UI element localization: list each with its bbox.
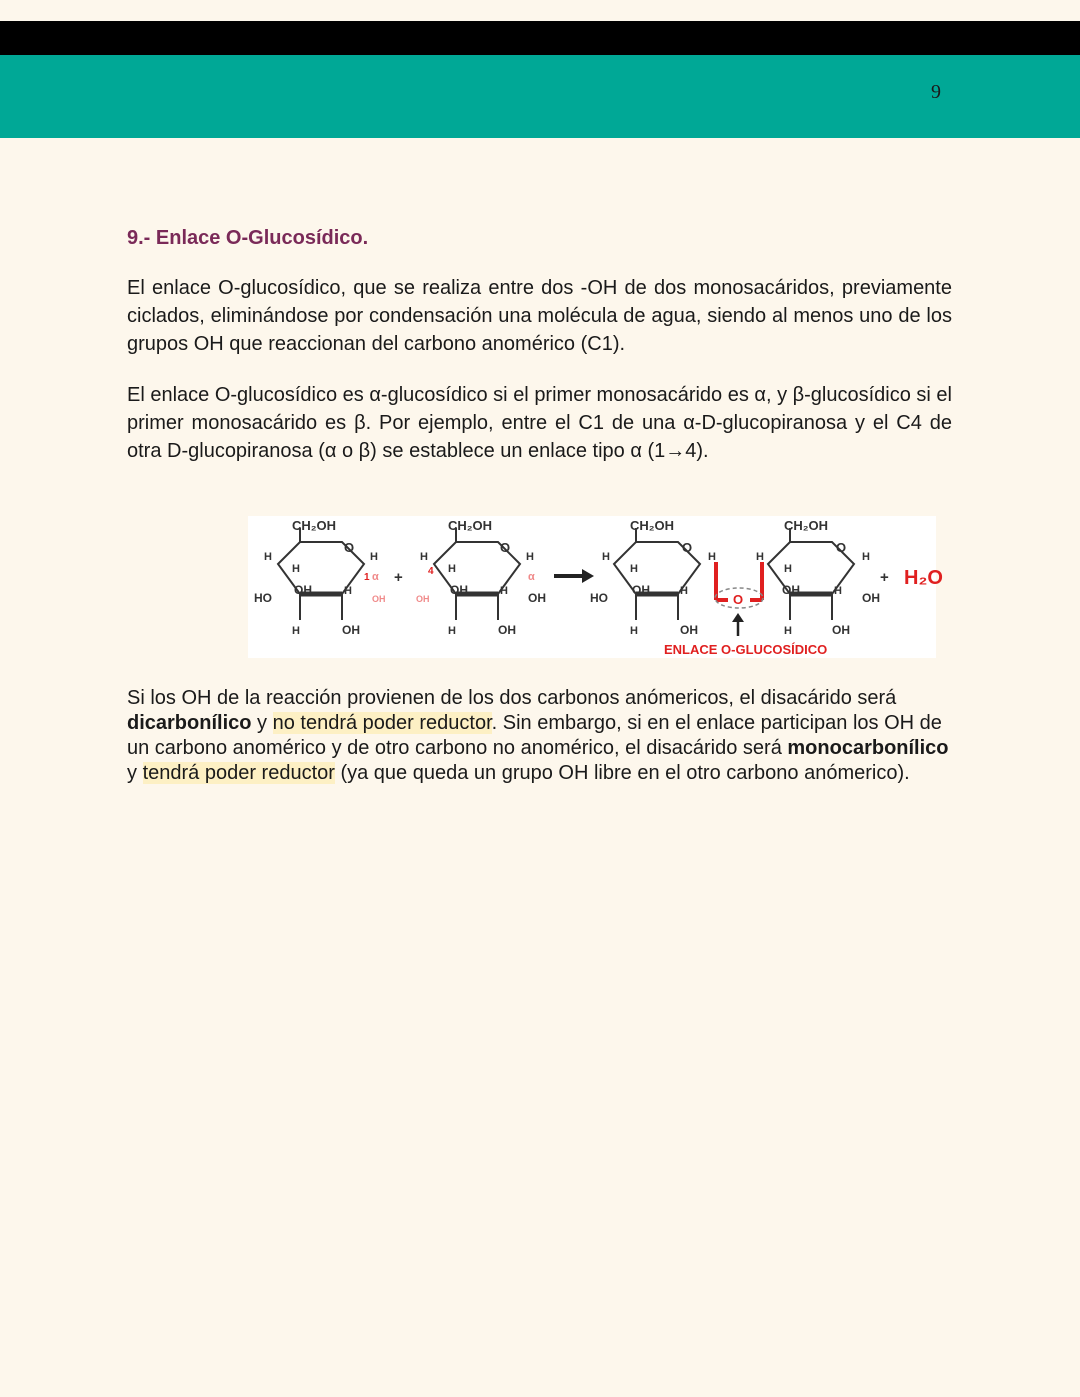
svg-text:H: H <box>708 551 716 563</box>
dicarbonilico-term: dicarbonílico <box>127 712 252 734</box>
top-black-bar <box>0 21 1080 55</box>
highlight-no-reducer: no tendrá poder reductor <box>272 712 492 734</box>
svg-text:H: H <box>526 551 534 563</box>
svg-text:OH: OH <box>528 591 546 605</box>
svg-text:CH₂OH: CH₂OH <box>784 518 829 533</box>
svg-text:α: α <box>372 571 379 583</box>
section-title: 9.- Enlace O-Glucosídico. <box>127 227 369 249</box>
svg-text:CH₂OH: CH₂OH <box>448 518 493 533</box>
svg-text:OH: OH <box>632 583 650 597</box>
glycosidic-bond-diagram <box>248 516 943 658</box>
page-header-band <box>0 55 1080 138</box>
svg-text:OH: OH <box>862 591 880 605</box>
svg-text:+: + <box>394 569 403 586</box>
svg-text:H: H <box>862 551 870 563</box>
svg-text:H: H <box>630 625 638 637</box>
svg-text:H: H <box>420 551 428 563</box>
bond-caption: ENLACE O-GLUCOSÍDICO <box>664 642 828 657</box>
svg-text:OH: OH <box>372 594 386 604</box>
svg-text:H: H <box>602 551 610 563</box>
paragraph-alpha-beta: El enlace O-glucosídico es α-glucosídico si el primer monosacárido es α, y β-glucosídico si el primer monosacárido es β. Por ejemplo, entre el C1 de una α-D-glucopiranosa y el C4 de otra D-glucopiranosa (α o β) se establece un enlace tipo α (1→4). <box>127 384 952 462</box>
svg-text:HO: HO <box>590 591 608 605</box>
svg-text:H: H <box>756 551 764 563</box>
monocarbonilico-term: monocarbonílico <box>787 737 949 759</box>
svg-text:H: H <box>448 563 456 575</box>
svg-text:OH: OH <box>342 623 360 637</box>
svg-text:H: H <box>784 625 792 637</box>
svg-text:α: α <box>528 571 535 583</box>
paragraph-reducing-power: Si los OH de la reacción provienen de los dos carbonos anómericos, el disacárido será dicarbonílico y no tendrá poder reductor. Sin embargo, si en el enlace participan los OH de un carbono anomérico y de otro carbono no anomérico, el disacárido será monocarbonílico y tendrá poder reductor (ya que queda un grupo OH libre en el otro carbono anómerico). <box>127 687 949 784</box>
svg-text:OH: OH <box>680 623 698 637</box>
svg-text:O: O <box>836 540 847 555</box>
svg-text:H: H <box>500 585 508 597</box>
svg-text:OH: OH <box>498 623 516 637</box>
svg-text:4: 4 <box>428 566 434 577</box>
bridge-oxygen: O <box>733 592 744 607</box>
svg-text:HO: HO <box>254 591 272 605</box>
svg-text:H: H <box>630 563 638 575</box>
svg-text:O: O <box>682 540 693 555</box>
svg-text:OH: OH <box>832 623 850 637</box>
svg-text:OH: OH <box>450 583 468 597</box>
svg-text:O: O <box>500 540 511 555</box>
svg-text:OH: OH <box>294 583 312 597</box>
svg-text:H: H <box>370 551 378 563</box>
water-label: H₂O <box>904 567 943 589</box>
svg-text:O: O <box>344 540 355 555</box>
svg-text:H: H <box>834 585 842 597</box>
ch2oh-label: CH₂OH <box>292 518 337 533</box>
svg-text:H: H <box>264 551 272 563</box>
paragraph-definition: El enlace O-glucosídico, que se realiza entre dos -OH de dos monosacáridos, previamente ciclados, eliminándose por condensación una molécula de agua, siendo al menos uno de los grupos OH que reaccionan del carbono anomérico (C1). <box>127 277 952 355</box>
glycosidic-reaction-svg <box>248 516 943 658</box>
svg-text:+: + <box>880 569 889 586</box>
svg-text:1: 1 <box>364 572 370 583</box>
svg-text:H: H <box>344 585 352 597</box>
svg-text:H: H <box>680 585 688 597</box>
svg-text:H: H <box>784 563 792 575</box>
svg-text:OH: OH <box>416 594 430 604</box>
svg-text:CH₂OH: CH₂OH <box>630 518 675 533</box>
page-number: 9 <box>931 81 941 103</box>
reaction-arrow <box>554 569 594 583</box>
svg-text:H: H <box>292 563 300 575</box>
svg-text:H: H <box>292 625 300 637</box>
svg-text:OH: OH <box>782 583 800 597</box>
svg-text:H: H <box>448 625 456 637</box>
highlight-reducer: tendrá poder reductor <box>142 762 335 784</box>
